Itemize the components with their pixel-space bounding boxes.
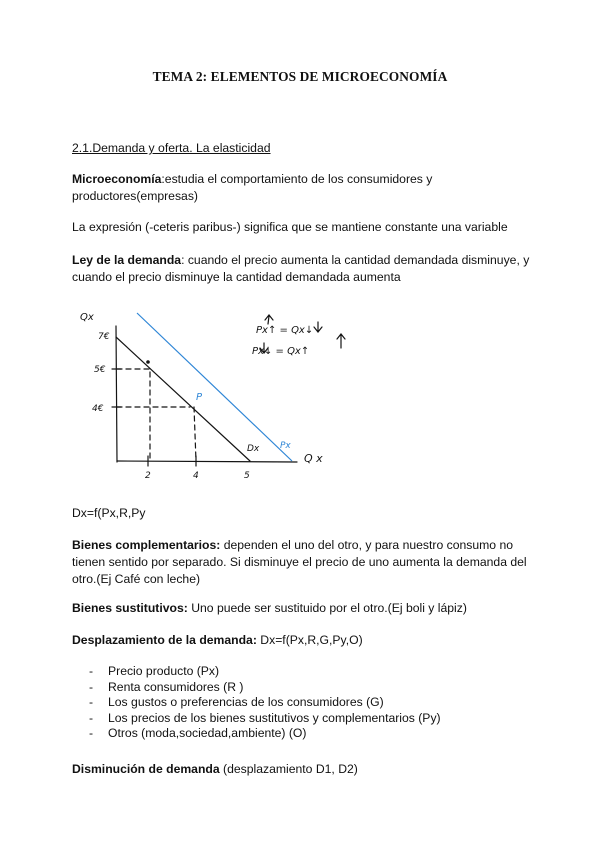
eq1-arrow-down: [314, 322, 322, 332]
bienes-sustitutivos-term: Bienes sustitutivos:: [72, 601, 188, 615]
graph-ytick-4: 4€: [92, 404, 104, 414]
microeconomia-term: Microeconomía: [72, 172, 162, 186]
factors-list: [89, 664, 529, 742]
list-item: - Los gustos o preferencias de los consumidores (G): [89, 695, 384, 710]
graph-xtick-2: 2: [145, 471, 151, 481]
eq1-arrow-up: [265, 315, 273, 324]
graph-curve-d-label: Dx: [247, 444, 260, 454]
section-heading: 2.1.Demanda y oferta. La elasticidad: [72, 141, 271, 155]
bienes-complementarios-term: Bienes complementarios:: [72, 538, 221, 552]
disminucion-paragraph: [72, 761, 532, 778]
desplazamiento-text: Dx=f(Px,R,G,Py,O): [256, 633, 363, 647]
list-item: - Otros (moda,sociedad,ambiente) (O): [89, 726, 307, 741]
ley-demanda-term: Ley de la demanda: [72, 253, 182, 267]
list-item: - Renta consumidores (R ): [89, 679, 244, 694]
graph-demand-line: [116, 337, 250, 461]
ley-demanda-text: : cuando el precio aumenta la cantidad demandada disminuye, y cuando el precio disminuye la cantidad demandada aumenta: [72, 253, 530, 284]
graph-y-axis-label: Qx: [80, 312, 94, 323]
graph-xtick-4: 4: [193, 471, 199, 481]
disminucion-text: (desplazamiento D1, D2): [219, 762, 358, 776]
graph-equation-2: Px↓ = Qx↑: [252, 346, 310, 357]
graph-ytick-7: 7€: [98, 332, 110, 342]
dx-function: Dx=f(Px,R,Py: [72, 506, 146, 520]
graph-ytick-5: 5€: [94, 365, 106, 375]
graph-curve-p-label: Px: [280, 441, 291, 451]
desplazamiento-paragraph: [72, 632, 532, 649]
bienes-sustitutivos-paragraph: [72, 600, 532, 617]
eq2-arrow-up: [337, 334, 345, 348]
graph-point-dot: [146, 360, 150, 364]
graph-guide-v4: [194, 407, 196, 461]
list-item: - Los precios de los bienes sustitutivos y complementarios (Py): [89, 710, 441, 725]
graph-x-axis-label: Q x: [304, 452, 323, 465]
bienes-complementarios-paragraph: [72, 537, 532, 588]
desplazamiento-term: Desplazamiento de la demanda:: [72, 633, 257, 647]
ceteris-paribus-paragraph: La expresión (-ceteris paribus-) significa que se mantiene constante una variable: [72, 220, 508, 234]
graph-point-label: P: [196, 392, 203, 403]
graph-xtick-5: 5: [244, 471, 250, 481]
disminucion-term: Disminución de demanda: [72, 762, 220, 776]
graph-x-axis: [117, 461, 297, 462]
bienes-complementarios-text: dependen el uno del otro, y para nuestro consumo no tienen sentido por separado. Si disminuye el precio de uno aumenta la demanda del otro.(Ej Café con leche): [72, 538, 527, 586]
graph-y-axis: [116, 326, 117, 462]
microeconomia-definition: :estudia el comportamiento de los consumidores y productores(empresas): [72, 172, 433, 203]
bienes-sustitutivos-text: Uno puede ser sustituido por el otro.(Ej boli y lápiz): [187, 601, 467, 615]
page-title: TEMA 2: ELEMENTOS DE MICROECONOMÍA: [152, 69, 448, 84]
list-item: - Precio producto (Px): [89, 664, 220, 678]
graph-equation-1: Px↑ = Qx↓: [256, 325, 314, 336]
